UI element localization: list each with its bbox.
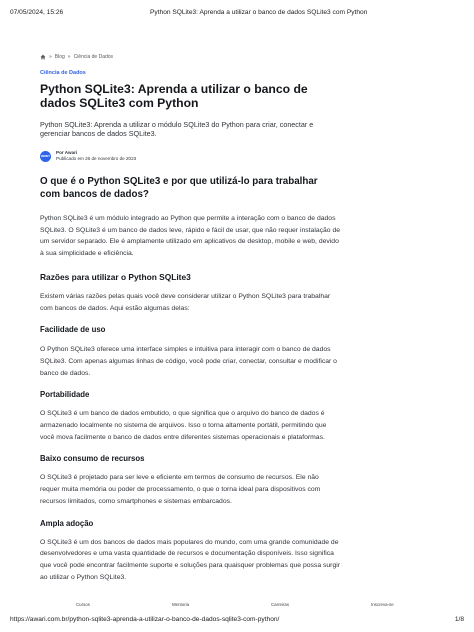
section-paragraph-ease: O Python SQLite3 oferece uma interface simples e intuitiva para interagir com o banco de dados SQLite3. Com apenas algumas linhas de código, você pode criar, conectar, consultar e modificar o banco de dados. bbox=[40, 346, 337, 377]
avatar: awari bbox=[40, 151, 51, 162]
section-heading-reasons: Razões para utilizar o Python SQLite3 bbox=[40, 271, 191, 282]
section-heading-portability: Portabilidade bbox=[40, 390, 90, 400]
section-paragraph-reasons: Existem várias razões pelas quais você deve considerar utilizar o Python SQLite3 para trabalhar com bancos de dados. Aqui estão algumas delas: bbox=[40, 292, 331, 312]
nav-item-carreiras[interactable]: Carreiras bbox=[271, 602, 290, 607]
breadcrumb-item-category[interactable]: Ciência de Dados bbox=[73, 54, 114, 60]
nav-item-inscreva[interactable]: Inscreva-se bbox=[371, 602, 394, 607]
breadcrumb-separator: » bbox=[49, 54, 52, 60]
section-paragraph-adoption: O SQLite3 é um dos bancos de dados mais populares do mundo, com uma grande comunidade de desenvolvedores e uma vasta quantidade de recursos e documentação disponíveis. Isso significa que você pode encontrar facilmente suporte e soluções para quaisquer problemas que possa surgir ao utilizar o Python SQLite3. bbox=[40, 538, 340, 581]
section-paragraph-resources: O SQLite3 é projetado para ser leve e eficiente em termos de consumo de recursos. Ele não requer muita memória ou poder de processamento, o que o torna ideal para dispositivos com recursos limitados, como smartphones e sistemas embarcados. bbox=[40, 474, 321, 505]
section-heading-intro: O que é o Python SQLite3 e por que utilizá-lo para trabalhar com bancos de dados? bbox=[40, 176, 318, 200]
section-heading-ease: Facilidade de uso bbox=[40, 325, 106, 335]
nav-item-mentoria[interactable]: Mentoria bbox=[172, 602, 190, 607]
page-number: 1/8 bbox=[454, 616, 464, 623]
print-page-title: Python SQLite3: Aprenda a utilizar o banco de dados SQLite3 com Python bbox=[150, 9, 368, 16]
print-header bbox=[0, 9, 474, 19]
breadcrumb-item-blog[interactable]: Blog bbox=[54, 54, 65, 60]
bottom-nav bbox=[0, 602, 474, 610]
breadcrumb-separator: » bbox=[67, 54, 71, 60]
section-paragraph-portability: O SQLite3 é um banco de dados embutido, o que significa que o arquivo do banco de dados é armazenado localmente no sistema de arquivos. Isso o torna altamente portátil, permitindo que você mova facilmente o banco de dados entre diferentes sistemas operacionais e plataformas. bbox=[40, 410, 327, 441]
section-heading-resources: Baixo consumo de recursos bbox=[40, 454, 145, 464]
category-link[interactable]: Ciência de Dados bbox=[40, 70, 86, 76]
author-info bbox=[56, 150, 136, 162]
breadcrumb bbox=[40, 53, 340, 61]
author-name: Por Awari bbox=[56, 150, 78, 155]
nav-item-cursos[interactable]: Cursos bbox=[76, 602, 90, 607]
publish-date: Publicado em 26 de novembro de 2023 bbox=[56, 156, 137, 161]
author-block bbox=[40, 150, 340, 162]
print-url: https://awari.com.br/python-sqlite3-aprenda-a-utilizar-o-banco-de-dados-sqlite3-com-python/ bbox=[10, 616, 280, 623]
print-datetime: 07/05/2024, 15:26 bbox=[10, 9, 64, 16]
home-icon[interactable] bbox=[40, 54, 46, 60]
article-content bbox=[40, 53, 340, 583]
article-subtitle: Python SQLite3: Aprenda a utilizar o módulo SQLite3 do Python para criar, conectar e gerenciar bancos de dados SQLite3. bbox=[40, 119, 314, 139]
section-heading-adoption: Ampla adoção bbox=[40, 518, 94, 528]
print-footer bbox=[0, 616, 474, 626]
page-title: Python SQLite3: Aprenda a utilizar o banco de dados SQLite3 com Python bbox=[40, 82, 308, 111]
section-paragraph-intro: Python SQLite3 é um módulo integrado ao Python que permite a interação com o banco de dados SQLite3. O SQLite3 é um banco de dados leve, rápido e fácil de usar, que não requer instalação de um servidor separado. Ele é amplamente utilizado em aplicativos de desktop, mobile e web, devido à sua simplicidade e eficiência. bbox=[40, 215, 341, 258]
